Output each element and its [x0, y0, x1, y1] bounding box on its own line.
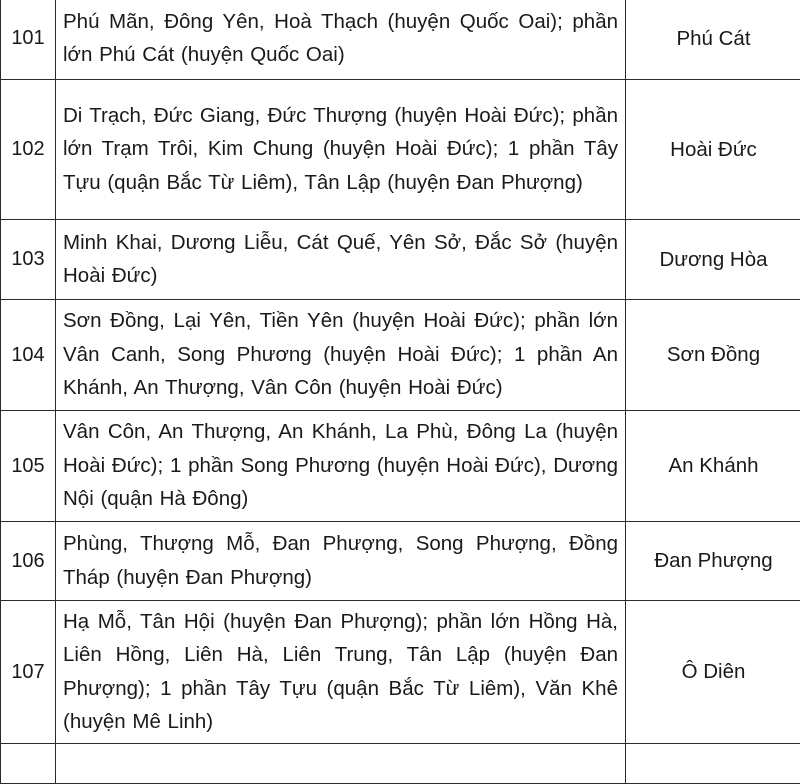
- merged-units-description-empty: [56, 744, 626, 784]
- merged-units-description: Hạ Mỗ, Tân Hội (huyện Đan Phượng); phần lớn Hồng Hà, Liên Hồng, Liên Hà, Liên Trung, Tân Lập (huyện Đan Phượng); 1 phần Tây Tựu (quận Bắc Từ Liêm), Văn Khê (huyện Mê Linh): [56, 601, 626, 744]
- new-ward-name: Phú Cát: [626, 0, 800, 80]
- new-ward-name: Ô Diên: [626, 601, 800, 744]
- table-row: [1, 0, 800, 80]
- row-number: 103: [1, 220, 56, 300]
- new-ward-name: An Khánh: [626, 411, 800, 522]
- new-ward-name-empty: [626, 744, 800, 784]
- row-number: 105: [1, 411, 56, 522]
- new-ward-name: Đan Phượng: [626, 522, 800, 601]
- row-number: 106: [1, 522, 56, 601]
- merged-units-description: Di Trạch, Đức Giang, Đức Thượng (huyện Hoài Đức); phần lớn Trạm Trôi, Kim Chung (huyện Hoài Đức); 1 phần Tây Tựu (quận Bắc Từ Liêm), Tân Lập (huyện Đan Phượng): [56, 80, 626, 220]
- table-row: [1, 80, 800, 220]
- merged-units-description: Phú Mãn, Đông Yên, Hoà Thạch (huyện Quốc Oai); phần lớn Phú Cát (huyện Quốc Oai): [56, 0, 626, 80]
- table-row: [1, 522, 800, 601]
- row-number-empty: [1, 744, 56, 784]
- new-ward-name: Hoài Đức: [626, 80, 800, 220]
- row-number: 102: [1, 80, 56, 220]
- merged-units-description: Vân Côn, An Thượng, An Khánh, La Phù, Đông La (huyện Hoài Đức); 1 phần Song Phương (huyện Hoài Đức), Dương Nội (quận Hà Đông): [56, 411, 626, 522]
- table-row: [1, 300, 800, 411]
- merged-units-description: Phùng, Thượng Mỗ, Đan Phượng, Song Phượng, Đồng Tháp (huyện Đan Phượng): [56, 522, 626, 601]
- table-row-partial: [1, 744, 800, 784]
- row-number: 104: [1, 300, 56, 411]
- table-row: [1, 220, 800, 300]
- row-number: 107: [1, 601, 56, 744]
- merged-units-description: Minh Khai, Dương Liễu, Cát Quế, Yên Sở, Đắc Sở (huyện Hoài Đức): [56, 220, 626, 300]
- table-row: [1, 411, 800, 522]
- merged-units-description: Sơn Đồng, Lại Yên, Tiền Yên (huyện Hoài Đức); phần lớn Vân Canh, Song Phương (huyện Hoài Đức); 1 phần An Khánh, An Thượng, Vân Côn (huyện Hoài Đức): [56, 300, 626, 411]
- row-number: 101: [1, 0, 56, 80]
- new-ward-name: Sơn Đồng: [626, 300, 800, 411]
- new-ward-name: Dương Hòa: [626, 220, 800, 300]
- table-row: [1, 601, 800, 744]
